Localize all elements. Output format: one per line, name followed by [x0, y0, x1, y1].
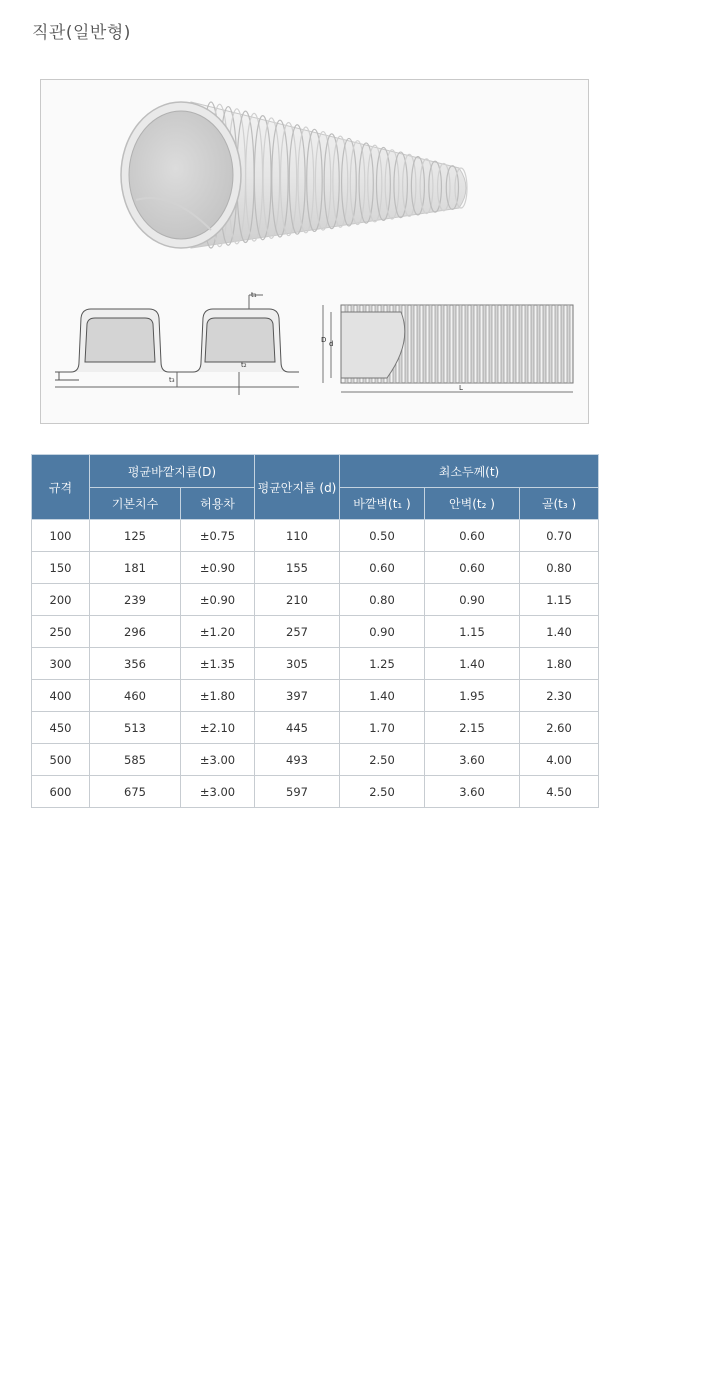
t3-label: t₃ [169, 376, 175, 384]
cell-inner-diameter: 210 [255, 584, 340, 616]
cell-basic-size: 356 [90, 648, 181, 680]
D-label: D [321, 336, 327, 344]
cell-spec: 200 [32, 584, 90, 616]
table-row [32, 616, 599, 648]
cell-outer-wall: 1.25 [340, 648, 425, 680]
cell-inner-wall: 2.15 [425, 712, 520, 744]
table-row [32, 776, 599, 808]
cell-inner-diameter: 257 [255, 616, 340, 648]
header-valley: 골(t₃ ) [520, 488, 599, 520]
cell-outer-wall: 1.40 [340, 680, 425, 712]
cell-inner-diameter: 445 [255, 712, 340, 744]
cell-inner-wall: 1.40 [425, 648, 520, 680]
cell-inner-diameter: 597 [255, 776, 340, 808]
table-row [32, 680, 599, 712]
cell-spec: 250 [32, 616, 90, 648]
cell-inner-wall: 1.15 [425, 616, 520, 648]
profile-diagram [55, 295, 299, 395]
cell-valley: 2.60 [520, 712, 599, 744]
table-row [32, 520, 599, 552]
cell-inner-diameter: 397 [255, 680, 340, 712]
spec-table [31, 454, 599, 808]
cell-tolerance: ±0.75 [181, 520, 255, 552]
table-row [32, 552, 599, 584]
side-view-diagram [323, 305, 573, 392]
cell-inner-diameter: 110 [255, 520, 340, 552]
cell-inner-diameter: 155 [255, 552, 340, 584]
cell-tolerance: ±1.35 [181, 648, 255, 680]
cell-outer-wall: 0.80 [340, 584, 425, 616]
header-min-thickness: 최소두께(t) [340, 455, 599, 488]
cell-outer-wall: 0.60 [340, 552, 425, 584]
cell-tolerance: ±2.10 [181, 712, 255, 744]
cell-basic-size: 585 [90, 744, 181, 776]
pipe-illustration [41, 80, 590, 425]
pipe-render [121, 102, 467, 248]
header-inner-diameter: 평균안지름 (d) [255, 455, 340, 520]
cell-outer-wall: 1.70 [340, 712, 425, 744]
cell-basic-size: 675 [90, 776, 181, 808]
cell-valley: 2.30 [520, 680, 599, 712]
cell-inner-wall: 1.95 [425, 680, 520, 712]
header-outer-diameter: 평균바깥지름(D) [90, 455, 255, 488]
header-tolerance: 허용차 [181, 488, 255, 520]
cell-spec: 150 [32, 552, 90, 584]
cell-inner-wall: 3.60 [425, 776, 520, 808]
cell-tolerance: ±0.90 [181, 552, 255, 584]
t2-label: t₂ [241, 361, 247, 369]
L-label: L [459, 384, 463, 392]
cell-basic-size: 460 [90, 680, 181, 712]
cell-spec: 600 [32, 776, 90, 808]
cell-inner-wall: 0.60 [425, 552, 520, 584]
cell-basic-size: 125 [90, 520, 181, 552]
page-title: 직관(일반형) [32, 23, 131, 43]
cell-inner-diameter: 305 [255, 648, 340, 680]
cell-outer-wall: 2.50 [340, 744, 425, 776]
cell-valley: 4.00 [520, 744, 599, 776]
cell-tolerance: ±1.20 [181, 616, 255, 648]
table-row [32, 584, 599, 616]
cell-basic-size: 181 [90, 552, 181, 584]
cell-valley: 4.50 [520, 776, 599, 808]
table-row [32, 712, 599, 744]
header-inner-wall: 안벽(t₂ ) [425, 488, 520, 520]
header-basic-size: 기본치수 [90, 488, 181, 520]
cell-valley: 1.15 [520, 584, 599, 616]
cell-inner-wall: 3.60 [425, 744, 520, 776]
cell-tolerance: ±0.90 [181, 584, 255, 616]
cell-basic-size: 296 [90, 616, 181, 648]
d-label: d [329, 340, 334, 348]
cell-spec: 300 [32, 648, 90, 680]
cell-tolerance: ±3.00 [181, 744, 255, 776]
cell-inner-diameter: 493 [255, 744, 340, 776]
table-row [32, 744, 599, 776]
cell-valley: 0.70 [520, 520, 599, 552]
cell-inner-wall: 0.60 [425, 520, 520, 552]
cell-spec: 500 [32, 744, 90, 776]
cell-spec: 100 [32, 520, 90, 552]
pipe-figure [40, 79, 589, 424]
cell-basic-size: 513 [90, 712, 181, 744]
header-spec: 규격 [32, 455, 90, 520]
table-row [32, 648, 599, 680]
t1-label: t₁ [251, 291, 257, 299]
cell-inner-wall: 0.90 [425, 584, 520, 616]
cell-basic-size: 239 [90, 584, 181, 616]
cell-valley: 0.80 [520, 552, 599, 584]
cell-outer-wall: 2.50 [340, 776, 425, 808]
cell-spec: 450 [32, 712, 90, 744]
cell-outer-wall: 0.50 [340, 520, 425, 552]
cell-tolerance: ±1.80 [181, 680, 255, 712]
cell-valley: 1.80 [520, 648, 599, 680]
header-outer-wall: 바깥벽(t₁ ) [340, 488, 425, 520]
cell-outer-wall: 0.90 [340, 616, 425, 648]
cell-valley: 1.40 [520, 616, 599, 648]
cell-tolerance: ±3.00 [181, 776, 255, 808]
cell-spec: 400 [32, 680, 90, 712]
